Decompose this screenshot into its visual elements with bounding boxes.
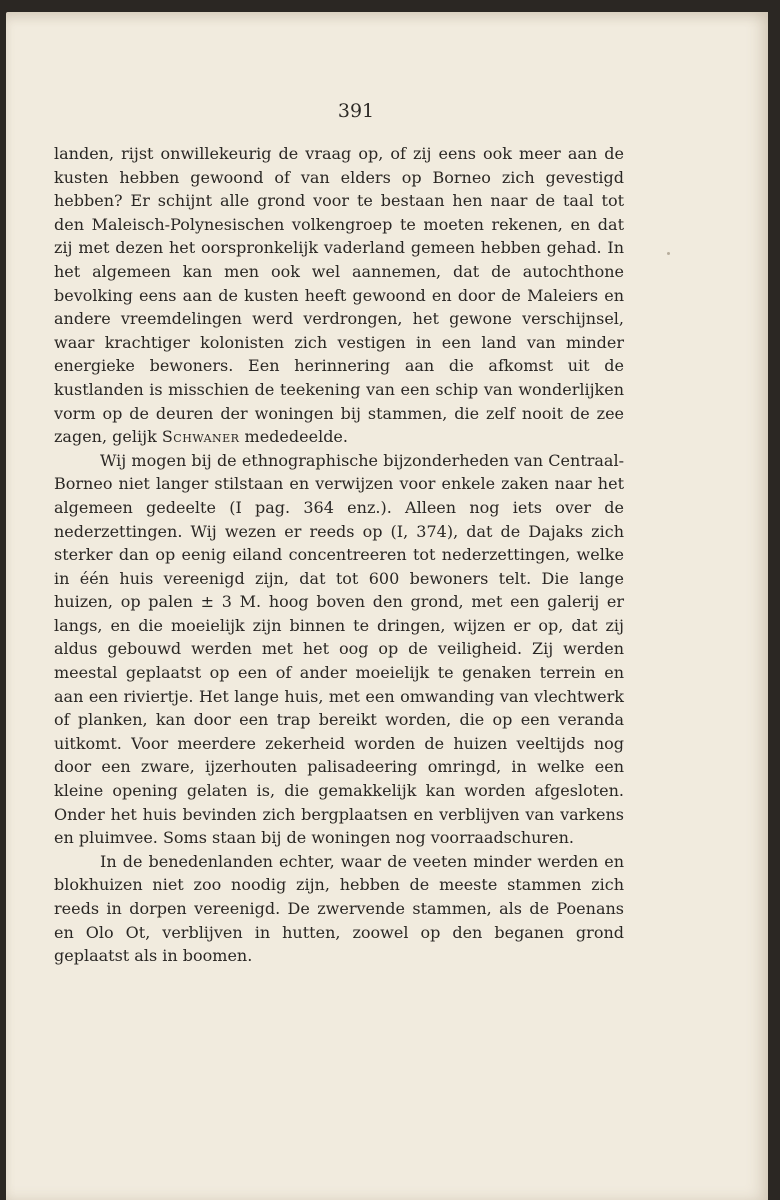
body-text <box>54 142 624 968</box>
book-page <box>6 12 768 1200</box>
paragraph-1 <box>54 142 624 449</box>
author-name: Schwaner <box>161 427 240 447</box>
paragraph-2: Wij mogen bij de ethnographische bijzonderheden van Centraal-Borneo niet langer stilstaan en verwijzen voor enkele zaken naar het algemeen gedeelte (I pag. 364 enz.). Alleen nog iets over de nederzettingen. Wij wezen er reeds op (I, 374), dat de Dajaks zich sterker dan op eenig eiland concentreeren tot nederzettingen, welke in één huis vereenigd zijn, dat tot 600 bewoners telt. Die lange huizen, op palen ± 3 M. hoog boven den grond, met een galerij er langs, en die moeielijk zijn binnen te dringen, wijzen er op, dat zij aldus gebouwd werden met het oog op de veiligheid. Zij werden meestal geplaatst op een of ander moeielijk te genaken terrein en aan een riviertje. Het lange huis, met een omwanding van vlechtwerk of planken, kan door een trap bereikt worden, die op een veranda uitkomt. Voor meerdere zekerheid worden de huizen veeltijds nog door een zware, ijzerhouten palisadeering omringd, in welke een kleine opening gelaten is, die gemakkelijk kan worden afgesloten. Onder het huis bevinden zich bergplaatsen en verblijven van varkens en pluimvee. Soms staan bij de woningen nog voorraadschuren. <box>54 450 624 848</box>
paragraph-3: In de benedenlanden echter, waar de veeten minder werden en blokhuizen niet zoo noodig zijn, hebben de meeste stammen zich reeds in dorpen vereenigd. De zwervende stammen, als de Poenans en Olo Ot, verblijven in hutten, zoowel op den beganen grond geplaatst als in boomen. <box>54 851 624 966</box>
paragraph-1-end: mededeelde. <box>239 427 348 447</box>
paper-speck <box>667 252 670 255</box>
page-number: 391 <box>337 100 375 122</box>
paragraph-1-text: landen, rijst onwillekeurig de vraag op, of zij eens ook meer aan de kusten hebben gewoond of van elders op Borneo zich gevestigd hebben? Er schijnt alle grond voor te bestaan hen naar de taal tot den Maleisch-Polynesischen volkengroep te moeten rekenen, en dat zij met dezen het oorspronkelijk vaderland gemeen hebben gehad. In het algemeen kan men ook wel aannemen, dat de autochthone bevolking eens aan de kusten heeft gewoond en door de Maleiers en andere vreemdelingen werd verdrongen, het gewone verschijnsel, waar krachtiger kolonisten zich vestigen in een land van minder energieke bewoners. Een herinnering aan die afkomst uit de kustlanden is misschien de teekening van een schip van wonderlijken vorm op de deuren der woningen bij stammen, die zelf nooit de zee zagen, gelijk <box>54 144 624 447</box>
